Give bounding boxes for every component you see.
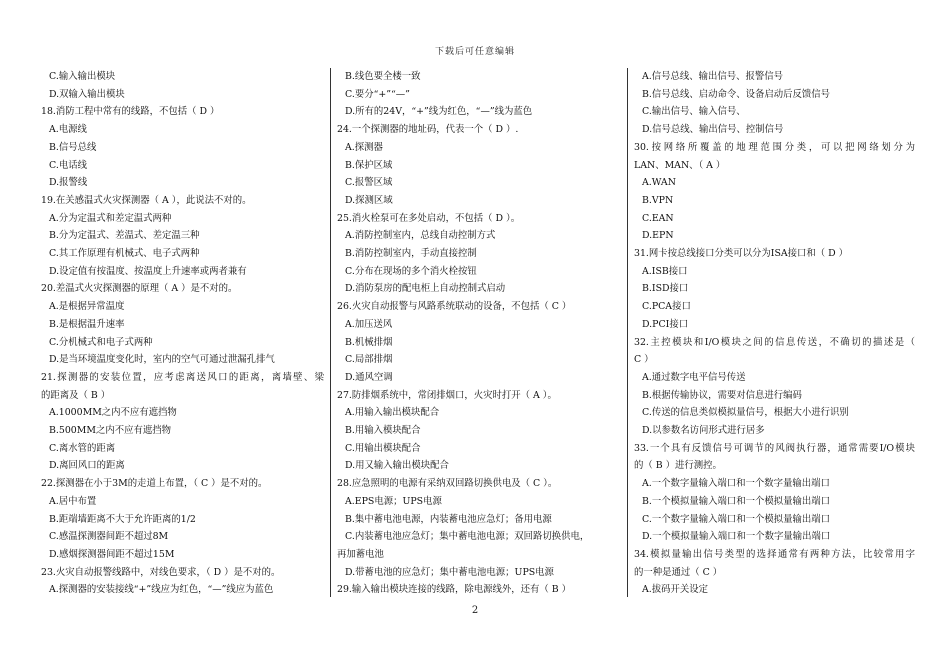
question-line: 32.主控模块和I/O模块之间的信息传送，不确切的描述是（ xyxy=(634,336,915,348)
column-divider xyxy=(330,68,331,597)
answer-option-line: B.是根据温升速率 xyxy=(49,318,125,330)
answer-option-line: C.报警区域 xyxy=(345,177,393,189)
answer-option-line: B.机械排烟 xyxy=(345,336,393,348)
page-header: 下载后可任意编辑 xyxy=(434,47,515,57)
answer-option-line: D.信号总线、输出信号、控制信号 xyxy=(642,124,784,136)
answer-option-line: C.分布在现场的多个消火栓按钮 xyxy=(345,265,477,277)
answer-option-line: C.电话线 xyxy=(49,159,87,171)
question-line: 24.一个探测器的地址码，代表一个（ D ）. xyxy=(337,124,519,136)
answer-option-line: B.距端墙距离不大于允许距离的1/2 xyxy=(49,513,196,525)
answer-option-line: D.带蓄电池的应急灯；集中蓄电池电源；UPS电源 xyxy=(345,566,554,578)
page-number: 2 xyxy=(471,605,479,616)
column-left xyxy=(41,68,324,599)
answer-option-line: C.离水管的距离 xyxy=(49,442,116,454)
question-line: 20.差温式火灾探测器的原理（ A ）是不对的。 xyxy=(41,283,238,295)
question-line: 33.一个具有反馈信号可调节的风阀执行器，通常需要I/O模块 xyxy=(634,442,915,454)
question-line: 再加蓄电池 xyxy=(337,548,384,560)
answer-option-line: B.集中蓄电池电源，内装蓄电池应急灯；备用电源 xyxy=(345,513,552,525)
answer-option-line: D.EPN xyxy=(642,230,674,242)
answer-option-line: A.电源线 xyxy=(49,124,87,136)
question-line: 29.输入输出模块连接的线路，除电源线外，还有（ B ） xyxy=(337,584,572,596)
answer-option-line: B.消防控制室内，手动直接控制 xyxy=(345,248,477,260)
answer-option-line: B.信号总线、启动命令、设备启动后反馈信号 xyxy=(642,88,830,100)
answer-option-line: D.一个模拟量输入端口和一个数字量输出端口 xyxy=(642,531,831,543)
answer-option-line: A.消防控制室内，总线自动控制方式 xyxy=(345,230,496,242)
answer-option-line: A.一个数字量输入端口和一个数字量输出端口 xyxy=(642,478,830,490)
answer-option-line: B.线色要全楼一致 xyxy=(345,71,421,82)
answer-option-line: B.VPN xyxy=(642,194,674,206)
answer-option-line: D.PCI接口 xyxy=(642,318,689,330)
answer-option-line: D.设定值有按温度、按温度上升速率或两者兼有 xyxy=(49,265,247,277)
answer-option-line: C.感温探测器间距不超过8M xyxy=(49,531,169,543)
answer-option-line: C.用输出模块配合 xyxy=(345,442,421,454)
answer-option-line: A.EPS电源；UPS电源 xyxy=(345,495,442,507)
question-line: 22.探测器在小于3M的走道上布置，（ C ）是不对的。 xyxy=(41,478,268,490)
answer-option-line: C.传送的信息类似模拟量信号，根据大小进行识别 xyxy=(642,407,849,419)
answer-option-line: B.分为定温式、差温式、差定温三种 xyxy=(49,230,200,242)
question-line: 34.模拟量输出信号类型的选择通常有两种方法，比较常用字 xyxy=(634,548,915,560)
question-line: 26.火灾自动报警与风路系统联动的设备，不包括（ C ） xyxy=(337,301,572,313)
answer-option-line: D.用又输入输出模块配合 xyxy=(345,460,449,472)
answer-option-line: C.其工作原理有机械式、电子式两种 xyxy=(49,248,200,260)
question-line: 27.防排烟系统中，常闭排烟口，火灾时打开（ A ）。 xyxy=(337,389,557,401)
answer-option-line: A.分为定温式和差定温式两种 xyxy=(49,212,172,224)
question-line: 的距离及（ B ） xyxy=(41,389,111,401)
answer-option-line: D.所有的24V，“+”线为红色，“—”线为蓝色 xyxy=(345,106,533,118)
answer-option-line: B.根据传输协议，需要对信息进行编码 xyxy=(642,389,802,401)
question-line: 23.火灾自动报警线路中，对线色要求，（ D ）是不对的。 xyxy=(41,566,281,578)
answer-option-line: D.离回风口的距离 xyxy=(49,460,125,472)
answer-option-line: C.一个数字量输入端口和一个模拟量输出端口 xyxy=(642,513,830,525)
answer-option-line: A.拔码开关设定 xyxy=(642,584,709,596)
answer-option-line: B.用输入模块配合 xyxy=(345,425,421,437)
answer-option-line: D.探测区域 xyxy=(345,194,393,206)
answer-option-line: B.保护区域 xyxy=(345,159,393,171)
answer-option-line: A.是根据异常温度 xyxy=(49,301,125,313)
answer-option-line: C.输出信号、输入信号、 xyxy=(642,106,746,118)
answer-option-line: D.通风空调 xyxy=(345,371,393,383)
answer-option-line: A.探测器的安装接线“+”线应为红色，“—”线应为蓝色 xyxy=(49,584,274,596)
answer-option-line: C.局部排烟 xyxy=(345,354,393,366)
answer-option-line: A.ISB接口 xyxy=(642,265,688,277)
question-line: 31.网卡按总线接口分类可以分为ISA接口和（ D ） xyxy=(634,248,849,260)
question-line: 21.探测器的安装位置，应考虑离送风口的距离，离墙壁、梁 xyxy=(41,371,324,383)
answer-option-line: D.报警线 xyxy=(49,177,88,189)
answer-option-line: D.是当环境温度变化时，室内的空气可通过泄漏孔排气 xyxy=(49,354,275,366)
answer-option-line: D.以参数名访问形式进行居多 xyxy=(642,425,765,437)
answer-option-line: C.要分“+”“—” xyxy=(345,88,410,100)
question-line: 30.按网络所覆盖的地理范围分类，可以把网络划分为 xyxy=(634,141,915,153)
question-line: 的一种是通过（ C ） xyxy=(634,566,723,578)
answer-option-line: A.WAN xyxy=(642,177,676,189)
column-divider xyxy=(627,68,628,597)
answer-option-line: A.1000MM之内不应有遮挡物 xyxy=(49,407,177,419)
answer-option-line: C.输入输出模块 xyxy=(49,71,116,82)
answer-option-line: D.感烟探测器间距不超过15M xyxy=(49,548,175,560)
column-right xyxy=(634,68,915,599)
answer-option-line: A.探测器 xyxy=(345,141,383,153)
answer-option-line: A.通过数字电平信号传送 xyxy=(642,371,746,383)
answer-option-line: A.用输入输出模块配合 xyxy=(345,407,440,419)
answer-option-line: C.EAN xyxy=(642,212,674,224)
answer-option-line: B.500MM之内不应有遮挡物 xyxy=(49,425,171,437)
question-line: 25.消火栓泵可在多处启动，不包括（ D ）。 xyxy=(337,212,521,224)
answer-option-line: D.双输入输出模块 xyxy=(49,88,125,100)
answer-option-line: A.居中布置 xyxy=(49,495,97,507)
column-middle xyxy=(337,68,620,599)
question-line: 18.消防工程中常有的线路，不包括（ D ） xyxy=(41,106,220,118)
question-line: C ） xyxy=(634,354,654,366)
question-line: LAN、MAN、（ A ） xyxy=(634,159,726,171)
answer-option-line: C.PCA接口 xyxy=(642,301,691,313)
answer-option-line: B.信号总线 xyxy=(49,141,97,153)
answer-option-line: C.内装蓄电池应急灯；集中蓄电池电源；双回路切换供电， xyxy=(345,531,590,543)
answer-option-line: A.信号总线、输出信号、报警信号 xyxy=(642,71,784,82)
answer-option-line: A.加压送风 xyxy=(345,318,393,330)
answer-option-line: B.ISD接口 xyxy=(642,283,689,295)
question-line: 28.应急照明的电源有采纳双回路切换供电及（ C ）。 xyxy=(337,478,558,490)
answer-option-line: B.一个模拟量输入端口和一个模拟量输出端口 xyxy=(642,495,830,507)
question-line: 的（ B ）进行测控。 xyxy=(634,460,722,472)
question-line: 19.在关感温式火灾探测器（ A ），此说法不对的。 xyxy=(41,194,252,206)
answer-option-line: D.消防泵房的配电柜上自动控制式启动 xyxy=(345,283,506,295)
answer-option-line: C.分机械式和电子式两种 xyxy=(49,336,153,348)
